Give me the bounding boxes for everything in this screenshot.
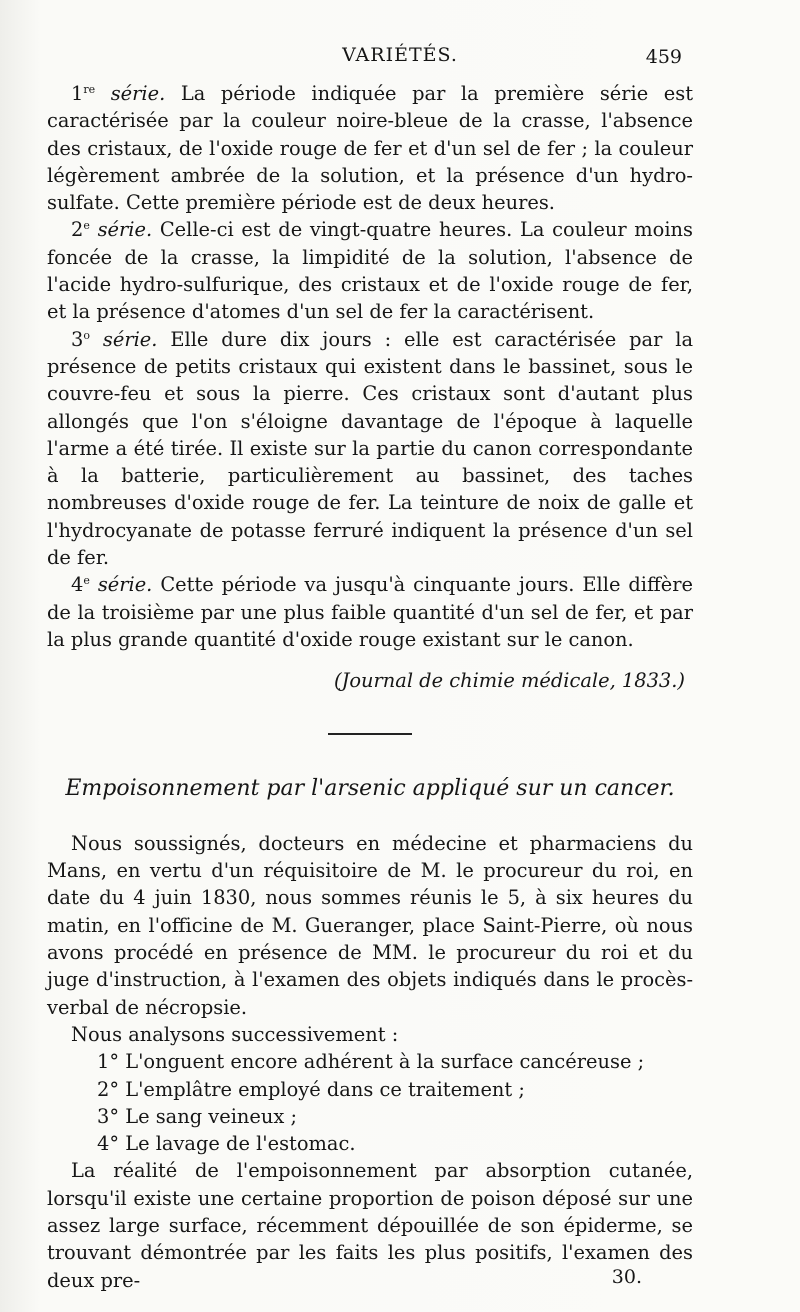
series-ordinal-suffix: e	[83, 574, 90, 588]
series-paragraph-1	[47, 80, 693, 216]
signature-mark: 30.	[611, 1266, 642, 1288]
series-paragraph-3	[47, 326, 693, 572]
journal-citation: (Journal de chimie médicale, 1833.)	[334, 669, 685, 693]
page-number: 459	[645, 46, 682, 68]
series-text: La période indiquée par la première série est caractérisée par la couleur noire-bleue de la crasse, l'absence des cristaux, de l'oxide rouge de fer et d'un sel de fer ; la couleur légèrement ambrée de la solution, et la présence d'un hydro-sulfate. Cette première période est de deux heures.	[47, 82, 693, 215]
series-label: série.	[97, 573, 153, 597]
section-divider	[328, 733, 412, 735]
report-paragraph-3: La réalité de l'empoisonnement par absorption cutanée, lorsqu'il existe une certaine proportion de poison déposé sur une assez large surface, récemment dépouillée de son épiderme, se trouvant démontrée par les faits les plus positifs, l'examen des deux pre-	[47, 1159, 693, 1292]
series-number: 3	[71, 327, 84, 351]
series-paragraph-2	[47, 216, 693, 325]
series-ordinal-suffix: e	[83, 219, 90, 233]
series-label: série.	[97, 218, 153, 242]
report-paragraph-1: Nous soussignés, docteurs en médecine et pharmaciens du Mans, en vertu d'un réquisitoire de M. le procureur du roi, en date du 4 juin 1830, nous sommes réunis le 5, à six heures du matin, en l'officine de M. Gueranger, place Saint-Pierre, où nous avons procédé en présence de MM. le procureur du roi et du juge d'instruction, à l'examen des objets indiqués dans le procès-verbal de nécropsie.	[47, 831, 693, 1019]
series-text: Cette période va jusqu'à cinquante jours. Elle diffère de la troisième par une plus faible quantité d'un sel de fer, et par la plus grande quantité d'oxide rouge existant sur le canon.	[47, 573, 693, 651]
series-ordinal-suffix: o	[83, 328, 90, 342]
list-item: 2° L'emplâtre employé dans ce traitement ;	[97, 1077, 525, 1101]
report-paragraph-2: Nous analysons successivement :	[71, 1022, 399, 1046]
list-item: 1° L'onguent encore adhérent à la surface cancéreuse ;	[97, 1050, 645, 1074]
series-text: Elle dure dix jours : elle est caractérisée par la présence de petits cristaux qui existent dans le bassinet, sous le couvre-feu et sous la pierre. Ces cristaux sont d'autant plus allongés que l'on s'éloigne davantage de l'époque à laquelle l'arme a été tirée. Il existe sur la partie du canon correspondante à la batterie, particulièrement au bassinet, des taches nombreuses d'oxide rouge de fer. La teinture de noix de galle et l'hydrocyanate de potasse ferruré indiquent la présence d'un sel de fer.	[47, 327, 694, 570]
list-item: 3° Le sang veineux ;	[97, 1104, 298, 1128]
analysis-list	[47, 1048, 693, 1157]
series-number: 4	[71, 573, 84, 597]
series-number: 2	[71, 218, 84, 242]
list-item: 4° Le lavage de l'estomac.	[97, 1132, 356, 1156]
series-number: 1	[71, 82, 84, 105]
page-header	[0, 38, 800, 78]
running-title: VARIÉTÉS.	[342, 44, 458, 66]
section-title: Empoisonnement par l'arsenic appliqué sur un cancer.	[65, 775, 675, 801]
series-ordinal-suffix: re	[83, 83, 96, 96]
page-body	[47, 80, 693, 1294]
series-label: série.	[102, 327, 158, 351]
series-label: série.	[110, 82, 166, 105]
series-paragraph-4	[47, 571, 693, 653]
series-text: Celle-ci est de vingt-quatre heures. La couleur moins foncée de la crasse, la limpidité de la solution, l'absence de l'acide hydro-sulfurique, des cristaux et de l'oxide rouge de fer, et la présence d'atomes d'un sel de fer la caractérisent.	[47, 218, 693, 324]
